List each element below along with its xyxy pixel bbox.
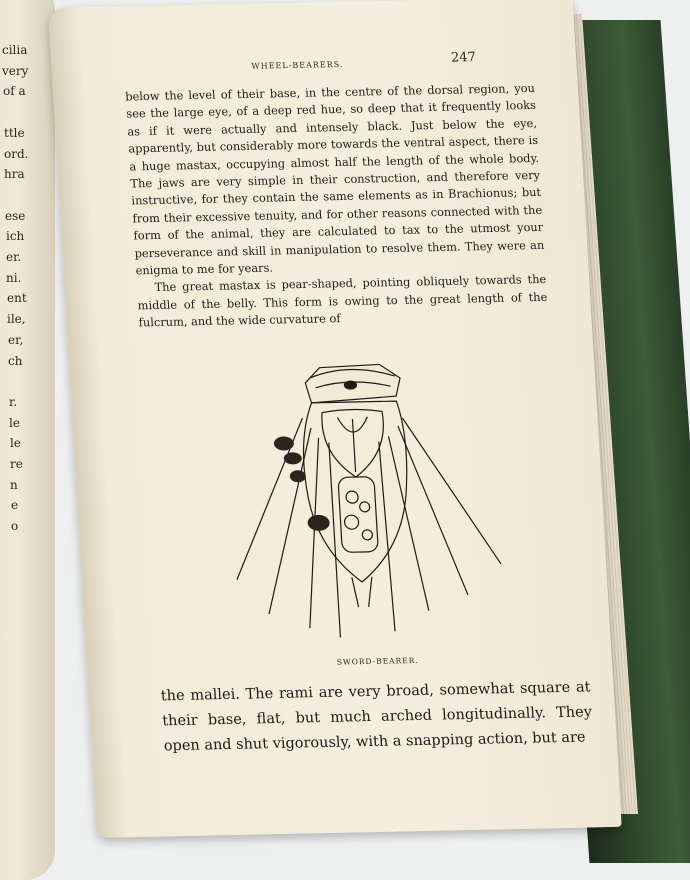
left-page-fragment: ich [6,229,25,244]
figure-caption: SWORD-BEARER. [336,655,419,667]
left-page-fragment: ord. [4,146,29,161]
left-page-fragment: er, [8,332,24,347]
left-page-fragment: le [10,436,21,451]
right-page [48,0,622,838]
left-page-fragment: er. [6,250,22,264]
left-page-fragment: cilia [2,43,28,57]
left-page-fragment: ni. [6,270,22,285]
left-page-fragment: hra [4,167,25,182]
body-text-top [125,80,549,332]
left-page-fragment: e [11,498,19,513]
left-page-fragment: ent [7,291,27,306]
left-page-fragment: very [2,63,29,78]
left-page [0,0,55,880]
paragraph-3: the mallei. The rami are very broad, somewhat square at their base, flat, but much arched longitudinally. They open and shut vigorously, with a snapping action, but are [160,679,593,755]
left-page-fragment: ese [5,208,26,223]
page-number: 247 [450,50,477,66]
left-page-fragment: n [10,477,18,492]
left-page-fragment: ttle [4,125,25,140]
paragraph-2: The great mastax is pear-shaped, pointing obliquely towards the middle of the belly. This form is owing to the great length of the fulcrum, and the wide curvature of [137,272,548,330]
left-page-fragment: of a [3,84,26,99]
left-page-fragment: r. [9,394,18,409]
left-page-fragment: ile, [7,312,26,327]
running-head: WHEEL-BEARERS. [251,59,344,71]
left-page-fragment: re [10,457,23,471]
sword-bearer-illustration [199,354,516,655]
paragraph-1: below the level of their base, in the centre of the dorsal region, you see the large eye, of a deep red hue, so deep that it frequently looks as if it were actually and intensely black. Just below the eye, apparently, but considerably more towards the ventral aspect, there is a huge mastax, occupying almost half the length of the whole body. The jaws are very simple in their construction, and therefore very instructive, for they contain the same elements as in Brachionus; but from their excessive tenuity, and for other reasons connected with the form of the animal, they are calculated to tax to the utmost your perseverance and skill in manipulation to resolve them. They were an enigma to me for years. [124,80,545,278]
left-page-fragment: o [11,519,19,534]
left-page-fragment: le [9,415,20,430]
left-page-fragment: ch [8,353,23,368]
body-text-bottom [160,675,594,759]
